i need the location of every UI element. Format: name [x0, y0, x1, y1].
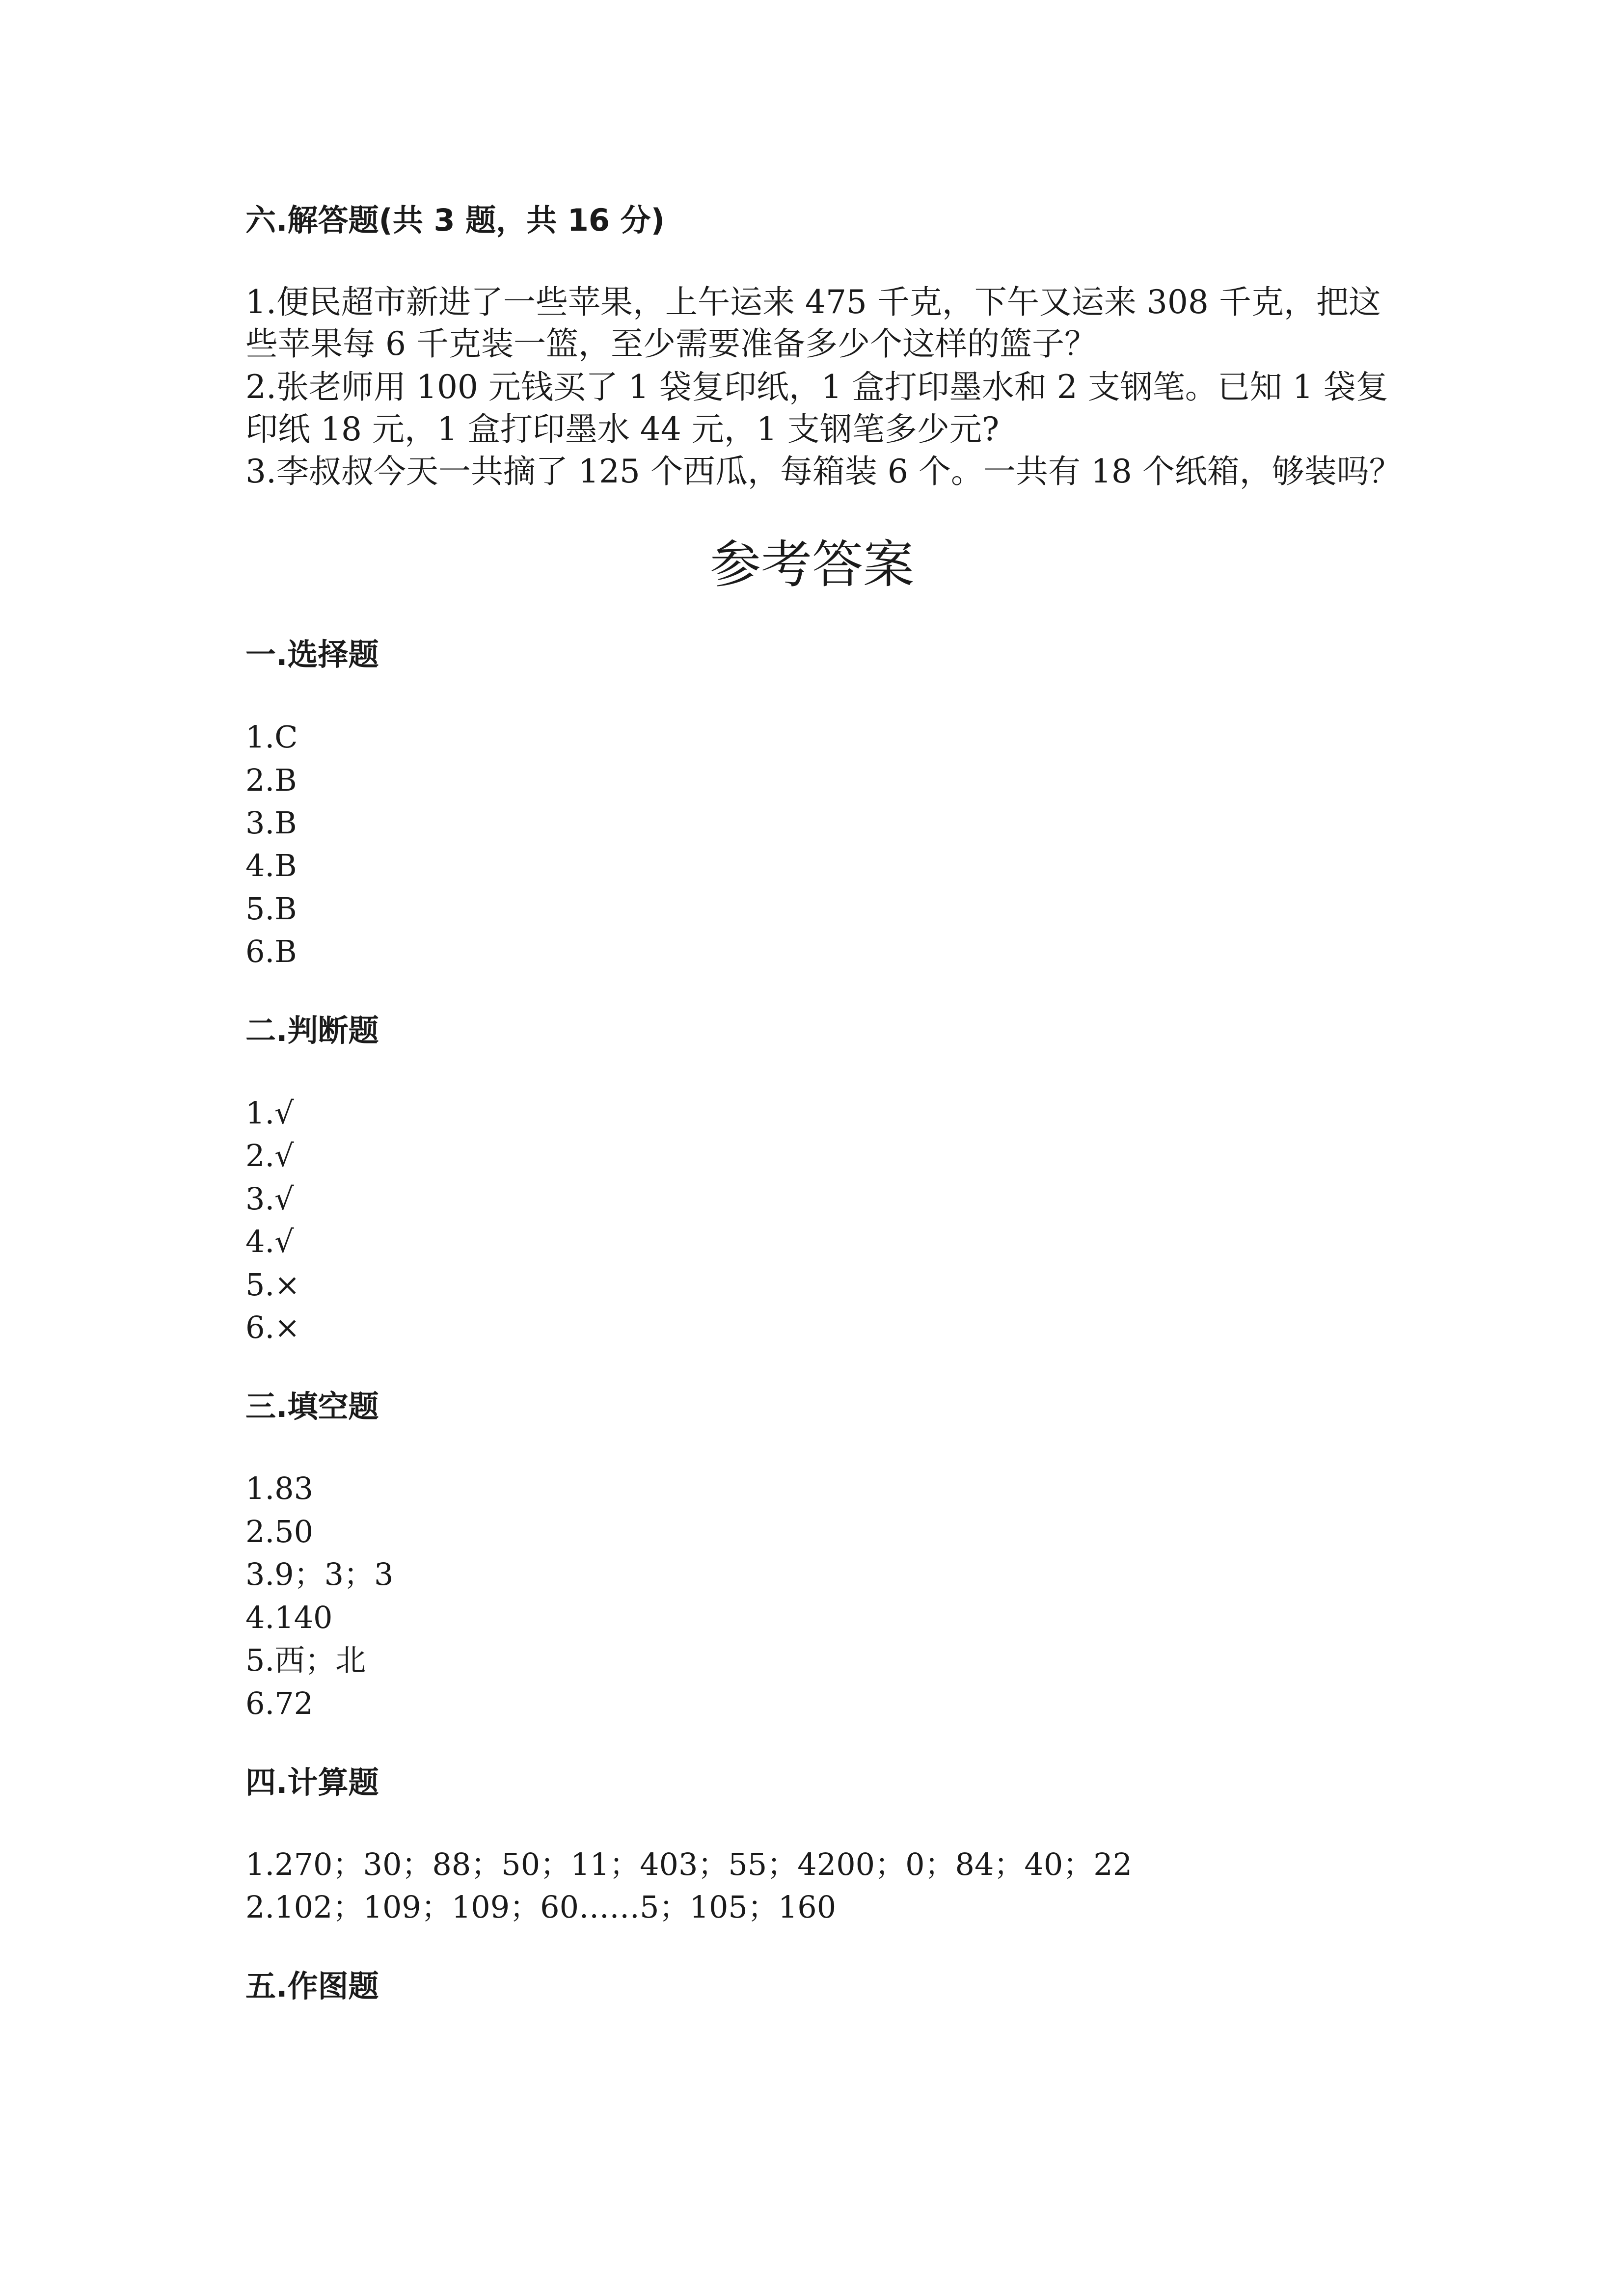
answer-choice-3: 3.B [245, 805, 297, 841]
answer-fill-3: 3.9；3；3 [245, 1556, 394, 1592]
answer-heading-draw: 五.作图题 [245, 1968, 379, 2004]
answer-fill-1: 1.83 [245, 1470, 314, 1506]
answer-fill-6: 6.72 [245, 1685, 314, 1721]
answer-judge-5: 5.× [245, 1267, 300, 1303]
answer-choice-6: 6.B [245, 934, 297, 969]
answer-judge-3: 3.√ [245, 1181, 294, 1217]
answer-heading-fill: 三.填空题 [245, 1388, 379, 1424]
answer-calc-1: 1.270；30；88；50；11；403；55；4200；0；84；40；22 [245, 1846, 1133, 1882]
answer-heading-calc: 四.计算题 [245, 1764, 379, 1800]
section-heading-6: 六.解答题(共 3 题，共 16 分) [245, 202, 665, 238]
answer-title: 参考答案 [709, 534, 914, 594]
answer-choice-1: 1.C [245, 719, 298, 755]
answer-choice-2: 2.B [245, 762, 297, 798]
question-2-line-2: 印纸 18 元，1 盒打印墨水 44 元，1 支钢笔多少元? [245, 410, 1000, 448]
answer-choice-4: 4.B [245, 848, 297, 883]
answer-choice-5: 5.B [245, 891, 297, 927]
question-3-line-1: 3.李叔叔今天一共摘了 125 个西瓜，每箱装 6 个。一共有 18 个纸箱，够装吗？ [245, 453, 1402, 490]
answer-fill-4: 4.140 [245, 1600, 333, 1635]
question-2-line-1: 2.张老师用 100 元钱买了 1 袋复印纸，1 盒打印墨水和 2 支钢笔。已知 1 袋复 [245, 368, 1388, 406]
answer-heading-choice: 一.选择题 [245, 637, 379, 672]
answer-heading-judge: 二.判断题 [245, 1013, 379, 1048]
answer-judge-6: 6.× [245, 1309, 300, 1345]
answer-calc-2: 2.102；109；109；60……5；105；160 [245, 1889, 837, 1925]
answer-judge-4: 4.√ [245, 1224, 294, 1259]
answer-judge-2: 2.√ [245, 1138, 294, 1174]
answer-judge-1: 1.√ [245, 1095, 294, 1131]
question-1-line-2: 些苹果每 6 千克装一篮，至少需要准备多少个这样的篮子？ [245, 325, 1097, 363]
question-1-line-1: 1.便民超市新进了一些苹果，上午运来 475 千克，下午又运来 308 千克，把这 [245, 283, 1381, 321]
answer-fill-2: 2.50 [245, 1514, 314, 1549]
answer-fill-5: 5.西；北 [245, 1642, 366, 1678]
